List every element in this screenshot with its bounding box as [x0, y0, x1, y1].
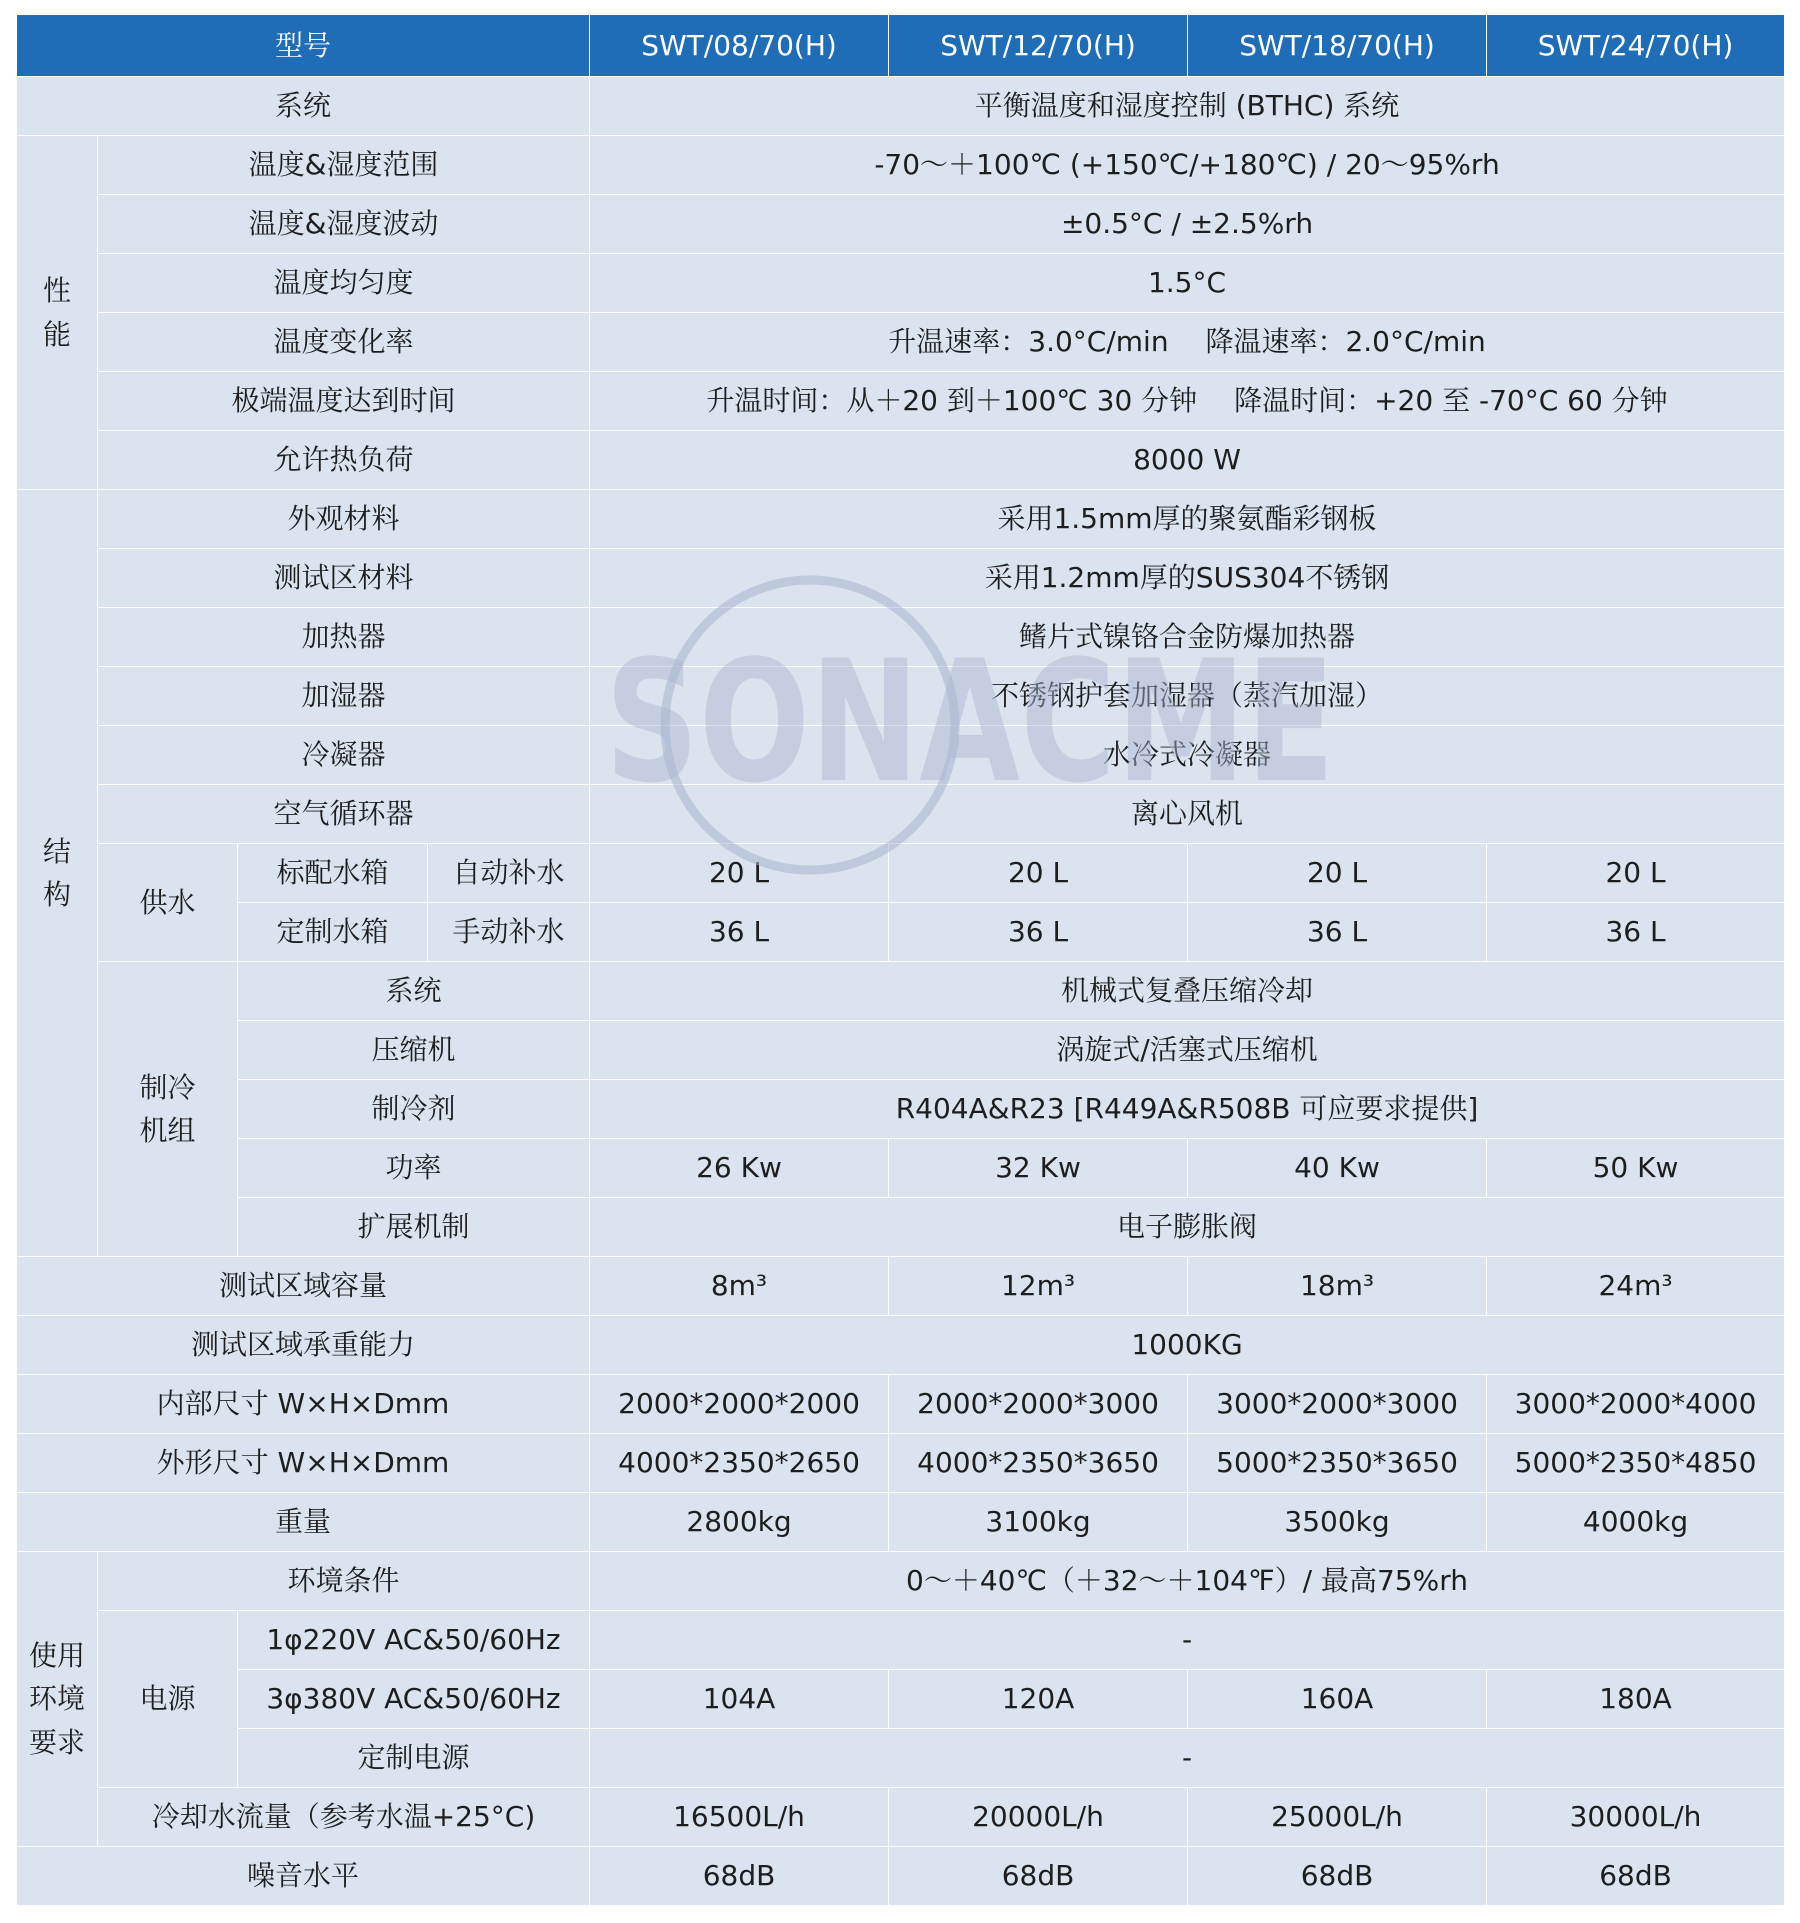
row-label: 测试区域承重能力: [17, 1316, 590, 1375]
row-value: 40 Kw: [1188, 1139, 1487, 1198]
row-label: 外形尺寸 W×H×Dmm: [17, 1434, 590, 1493]
row-value: 鳍片式镍铬合金防爆加热器: [590, 608, 1785, 667]
table-row: [17, 313, 1785, 372]
row-value: 16500L/h: [590, 1788, 889, 1847]
table-row: [17, 254, 1785, 313]
watermark-text: SONACME: [605, 624, 1335, 820]
spec-table: [16, 14, 1785, 1906]
table-row: [17, 1375, 1785, 1434]
row-value: ±0.5°C / ±2.5%rh: [590, 195, 1785, 254]
row-value: -: [590, 1611, 1785, 1670]
table-row: [17, 1080, 1785, 1139]
row-value: R404A&R23 [R449A&R508B 可应要求提供]: [590, 1080, 1785, 1139]
row-label: 噪音水平: [17, 1847, 590, 1906]
row-label: 极端温度达到时间: [98, 372, 590, 431]
row-value: 机械式复叠压缩冷却: [590, 962, 1785, 1021]
row-value: 3000*2000*3000: [1188, 1375, 1487, 1434]
row-label: 温度均匀度: [98, 254, 590, 313]
row-value: 20 L: [1188, 844, 1487, 903]
water-supply-label: 供水: [98, 844, 238, 962]
model-label: 型号: [17, 15, 590, 77]
row-value: 30000L/h: [1487, 1788, 1785, 1847]
row-value: 36 L: [1188, 903, 1487, 962]
row-label: 温度&湿度波动: [98, 195, 590, 254]
row-value: 50 Kw: [1487, 1139, 1785, 1198]
power-supply-label: 电源: [98, 1611, 238, 1788]
table-row: [17, 1198, 1785, 1257]
row-value: 2000*2000*2000: [590, 1375, 889, 1434]
row-label: 温度&湿度范围: [98, 136, 590, 195]
row-label: 加热器: [98, 608, 590, 667]
row-value: 26 Kw: [590, 1139, 889, 1198]
row-label: 3φ380V AC&50/60Hz: [238, 1670, 590, 1729]
row-value: 20 L: [1487, 844, 1785, 903]
table-row: [17, 549, 1785, 608]
table-row: [17, 1670, 1785, 1729]
row-value: 采用1.5mm厚的聚氨酯彩钢板: [590, 490, 1785, 549]
row-label: 系统: [238, 962, 590, 1021]
table-row: [17, 136, 1785, 195]
table-row: [17, 785, 1785, 844]
row-value: -70～＋100℃ (+150℃/+180℃) / 20～95%rh: [590, 136, 1785, 195]
row-value: 160A: [1188, 1670, 1487, 1729]
row-label: 测试区域容量: [17, 1257, 590, 1316]
row-label: 系统: [17, 77, 590, 136]
row-value: 36 L: [889, 903, 1188, 962]
table-row: [17, 431, 1785, 490]
row-label: 冷凝器: [98, 726, 590, 785]
table-row: [17, 1788, 1785, 1847]
table-row: [17, 608, 1785, 667]
table-row: [17, 372, 1785, 431]
table-row: [17, 1493, 1785, 1552]
row-value: 0～＋40℃（＋32～＋104℉）/ 最高75%rh: [590, 1552, 1785, 1611]
row-label: 压缩机: [238, 1021, 590, 1080]
table-row: [17, 77, 1785, 136]
group-label-refrigeration: 制冷 机组: [98, 962, 238, 1257]
row-value: 2000*2000*3000: [889, 1375, 1188, 1434]
table-row: [17, 1729, 1785, 1788]
row-value: 升温速率：3.0°C/min 降温速率：2.0°C/min: [590, 313, 1785, 372]
table-row: [17, 490, 1785, 549]
table-row: [17, 1021, 1785, 1080]
group-label-performance: 性 能: [17, 136, 98, 490]
row-value: 8m³: [590, 1257, 889, 1316]
tank-label: 定制水箱: [238, 903, 428, 962]
table-row: [17, 667, 1785, 726]
row-label: 允许热负荷: [98, 431, 590, 490]
refill-mode: 手动补水: [428, 903, 590, 962]
row-value: 2800kg: [590, 1493, 889, 1552]
row-value: 4000*2350*3650: [889, 1434, 1188, 1493]
row-value: 1000KG: [590, 1316, 1785, 1375]
row-value: 1.5°C: [590, 254, 1785, 313]
refill-mode: 自动补水: [428, 844, 590, 903]
row-value: 3100kg: [889, 1493, 1188, 1552]
table-row: [17, 726, 1785, 785]
group-label-environment: 使用 环境 要求: [17, 1552, 98, 1847]
model-name: SWT/12/70(H): [889, 15, 1188, 77]
row-value: 离心风机: [590, 785, 1785, 844]
row-value: 3000*2000*4000: [1487, 1375, 1785, 1434]
row-label: 温度变化率: [98, 313, 590, 372]
row-value: 25000L/h: [1188, 1788, 1487, 1847]
table-row: [17, 1434, 1785, 1493]
row-value: 20 L: [889, 844, 1188, 903]
row-value: 68dB: [590, 1847, 889, 1906]
row-label: 重量: [17, 1493, 590, 1552]
table-row: [17, 1611, 1785, 1670]
row-value: 68dB: [1188, 1847, 1487, 1906]
table-row: [17, 1847, 1785, 1906]
row-value: 180A: [1487, 1670, 1785, 1729]
table-row: [17, 962, 1785, 1021]
row-label: 1φ220V AC&50/60Hz: [238, 1611, 590, 1670]
model-name: SWT/08/70(H): [590, 15, 889, 77]
row-label: 内部尺寸 W×H×Dmm: [17, 1375, 590, 1434]
table-row: [17, 195, 1785, 254]
row-value: 36 L: [590, 903, 889, 962]
row-value: 4000kg: [1487, 1493, 1785, 1552]
row-label: 制冷剂: [238, 1080, 590, 1139]
group-label-structure: 结 构: [17, 490, 98, 1257]
table-row: [17, 1257, 1785, 1316]
row-value: 升温时间：从＋20 到＋100℃ 30 分钟 降温时间：+20 至 -70°C 60 分钟: [590, 372, 1785, 431]
row-value: 32 Kw: [889, 1139, 1188, 1198]
row-value: 采用1.2mm厚的SUS304不锈钢: [590, 549, 1785, 608]
row-value: 24m³: [1487, 1257, 1785, 1316]
row-value: 36 L: [1487, 903, 1785, 962]
row-label: 测试区材料: [98, 549, 590, 608]
row-value: 涡旋式/活塞式压缩机: [590, 1021, 1785, 1080]
row-value: 20 L: [590, 844, 889, 903]
model-name: SWT/18/70(H): [1188, 15, 1487, 77]
row-value: 3500kg: [1188, 1493, 1487, 1552]
row-value: 12m³: [889, 1257, 1188, 1316]
row-value: 8000 W: [590, 431, 1785, 490]
row-value: 4000*2350*2650: [590, 1434, 889, 1493]
row-value: 不锈钢护套加湿器（蒸汽加湿）: [590, 667, 1785, 726]
row-label: 冷却水流量（参考水温+25°C): [98, 1788, 590, 1847]
row-label: 扩展机制: [238, 1198, 590, 1257]
row-value: 电子膨胀阀: [590, 1198, 1785, 1257]
row-value: -: [590, 1729, 1785, 1788]
row-value: 120A: [889, 1670, 1188, 1729]
row-label: 定制电源: [238, 1729, 590, 1788]
table-row: [17, 1316, 1785, 1375]
model-name: SWT/24/70(H): [1487, 15, 1785, 77]
table-row: [17, 903, 1785, 962]
row-value: 68dB: [889, 1847, 1188, 1906]
row-value: 68dB: [1487, 1847, 1785, 1906]
row-label: 环境条件: [98, 1552, 590, 1611]
row-label: 加湿器: [98, 667, 590, 726]
row-label: 功率: [238, 1139, 590, 1198]
row-label: 空气循环器: [98, 785, 590, 844]
row-value: 平衡温度和湿度控制 (BTHC) 系统: [590, 77, 1785, 136]
table-row: [17, 844, 1785, 903]
row-label: 外观材料: [98, 490, 590, 549]
table-row: [17, 1139, 1785, 1198]
row-value: 5000*2350*3650: [1188, 1434, 1487, 1493]
tank-label: 标配水箱: [238, 844, 428, 903]
row-value: 5000*2350*4850: [1487, 1434, 1785, 1493]
row-value: 20000L/h: [889, 1788, 1188, 1847]
table-row: [17, 1552, 1785, 1611]
row-value: 104A: [590, 1670, 889, 1729]
header-row: [17, 15, 1785, 77]
row-value: 水冷式冷凝器: [590, 726, 1785, 785]
row-value: 18m³: [1188, 1257, 1487, 1316]
